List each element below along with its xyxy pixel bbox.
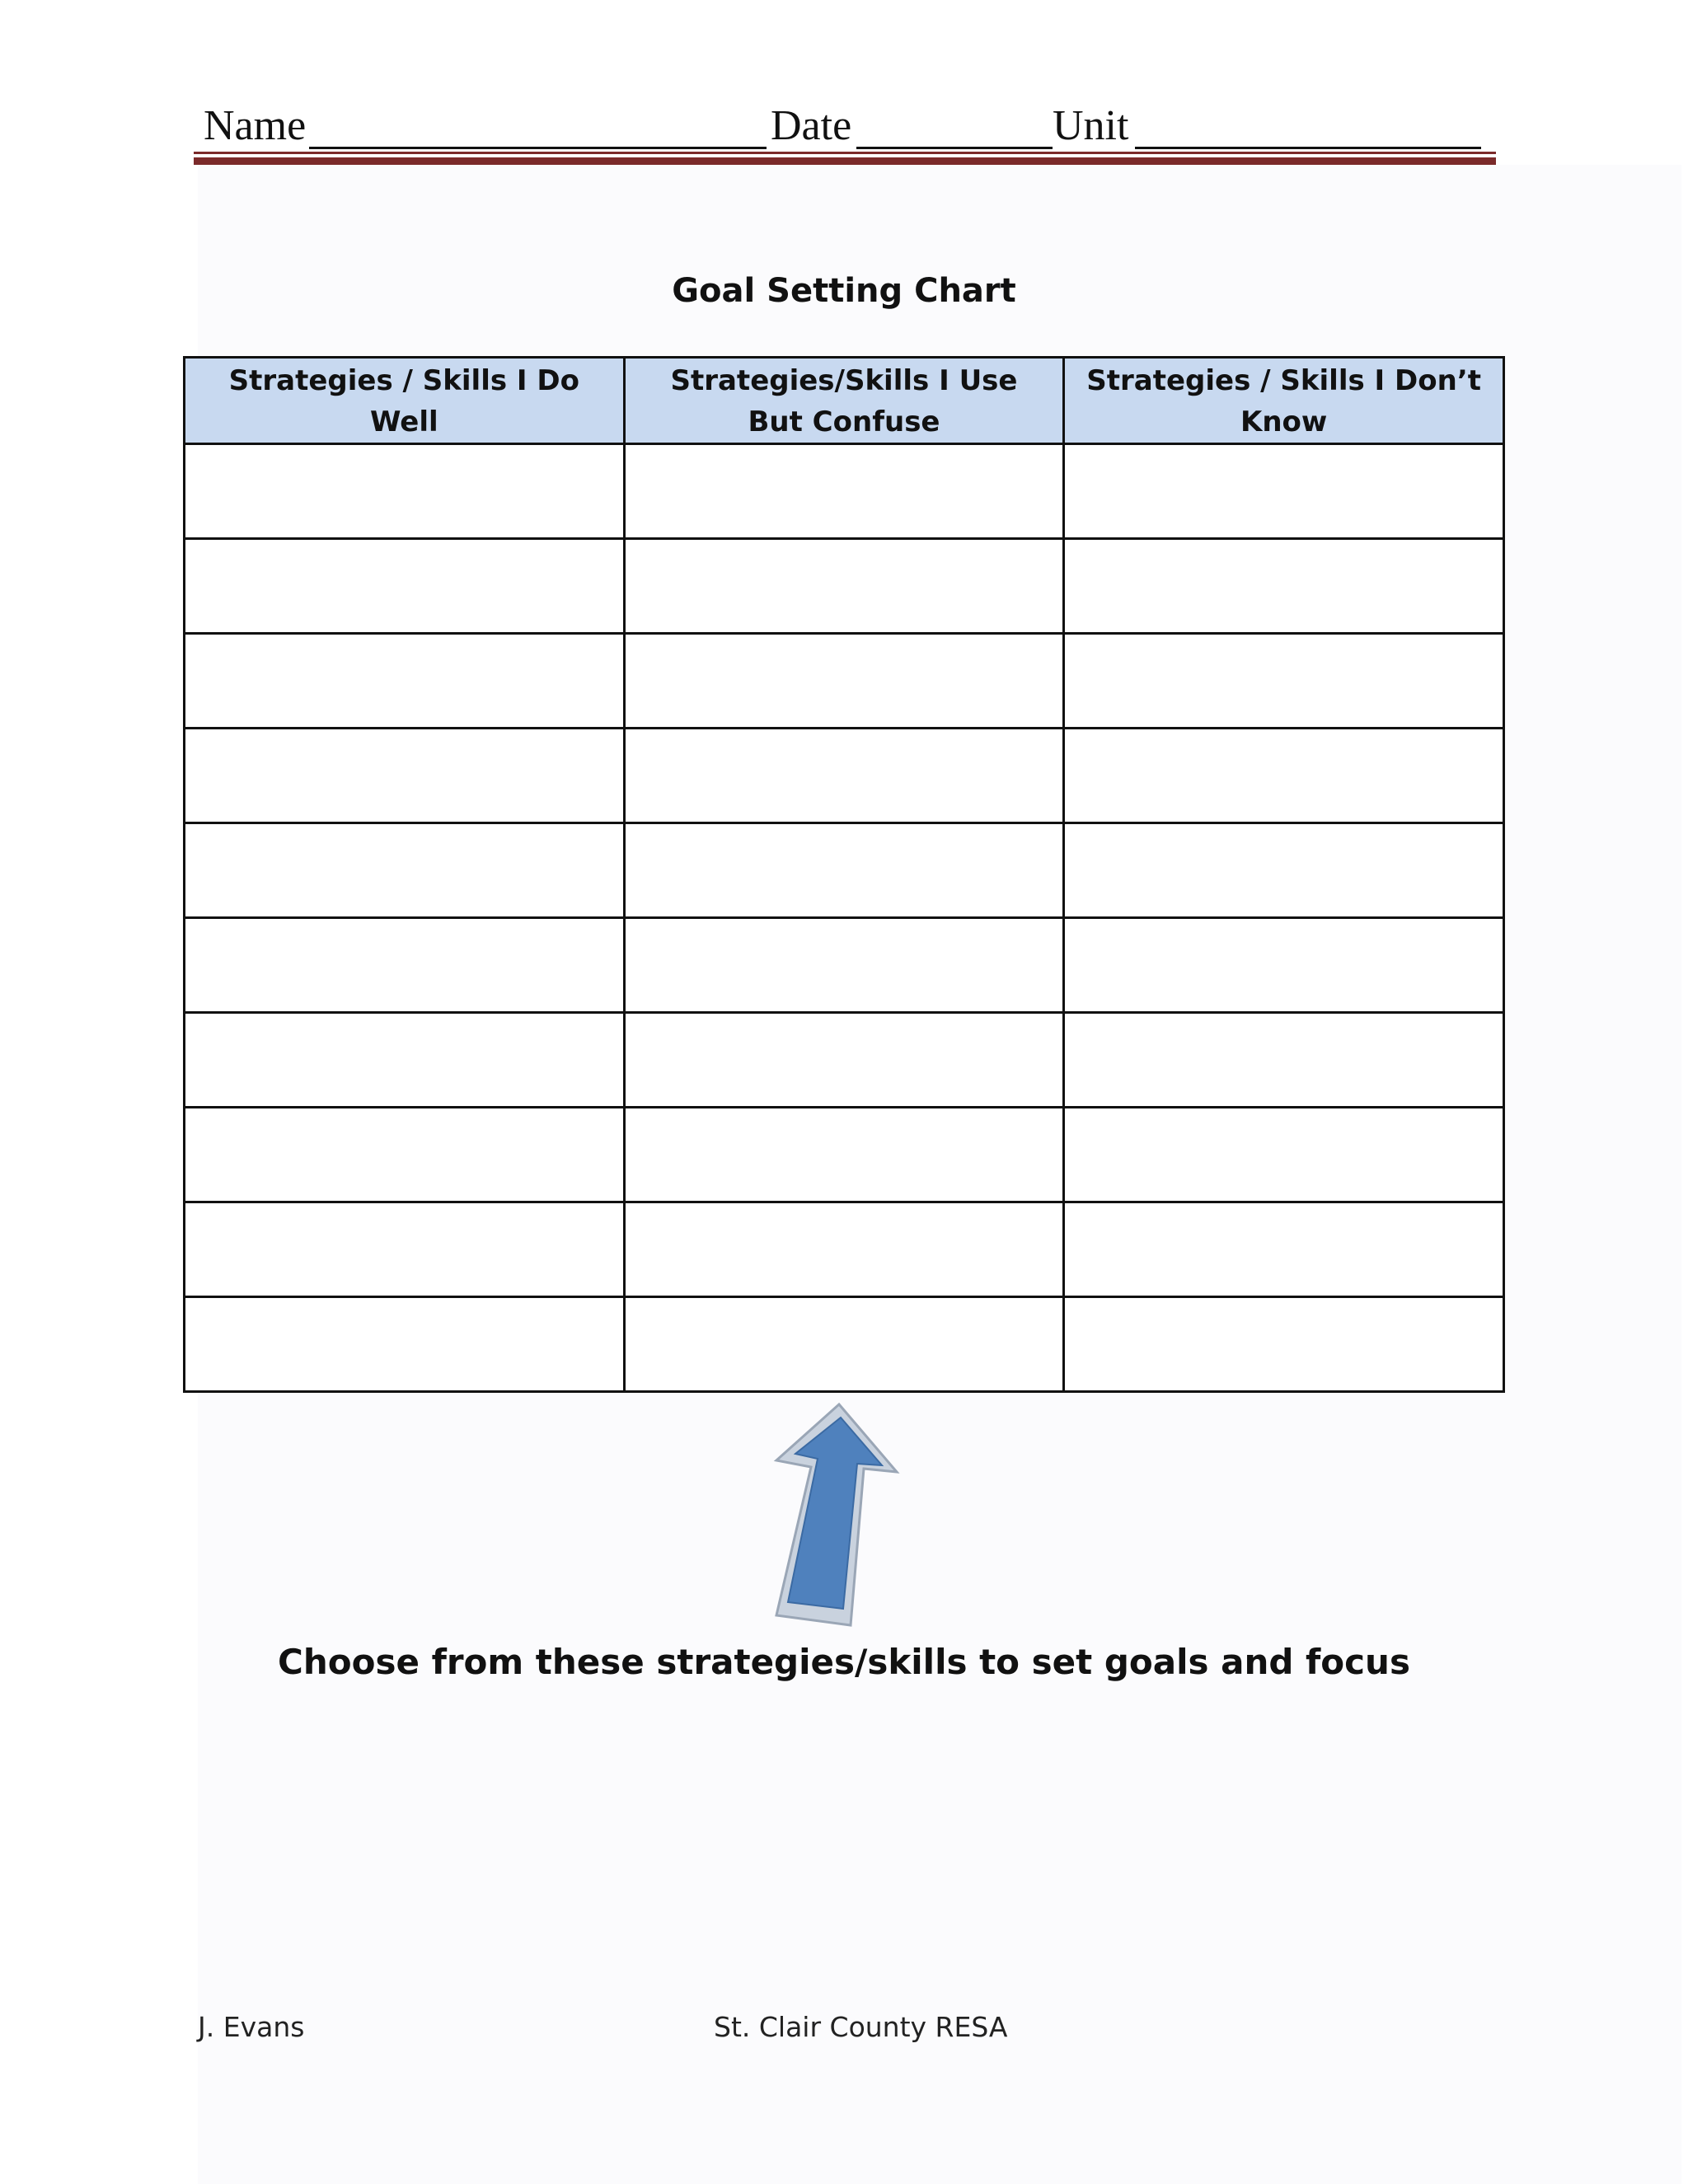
table-cell[interactable] — [1064, 539, 1504, 634]
date-blank-line[interactable] — [856, 97, 1053, 149]
table-cell[interactable] — [185, 823, 625, 918]
table-cell[interactable] — [1064, 444, 1504, 539]
table-cell[interactable] — [185, 918, 625, 1013]
table-cell[interactable] — [185, 1013, 625, 1108]
table-cell[interactable] — [624, 918, 1064, 1013]
table-cell[interactable] — [1064, 1108, 1504, 1202]
table-cell[interactable] — [185, 444, 625, 539]
table-cell[interactable] — [624, 1297, 1064, 1392]
table-row — [185, 823, 1504, 918]
date-label: Date — [771, 102, 852, 149]
table-row — [185, 1202, 1504, 1297]
name-label: Name — [204, 102, 307, 149]
table-cell[interactable] — [185, 1297, 625, 1392]
table-cell[interactable] — [1064, 729, 1504, 823]
unit-blank-line[interactable] — [1135, 97, 1481, 149]
table-cell[interactable] — [185, 1202, 625, 1297]
page-title: Goal Setting Chart — [672, 272, 1016, 310]
up-arrow-icon — [758, 1393, 907, 1640]
table-cell[interactable] — [185, 1108, 625, 1202]
table-cell[interactable] — [1064, 918, 1504, 1013]
table-cell[interactable] — [624, 1108, 1064, 1202]
header-divider-thin — [194, 152, 1496, 154]
table-row — [185, 1108, 1504, 1202]
unit-label: Unit — [1053, 102, 1129, 149]
table-row — [185, 918, 1504, 1013]
table-cell[interactable] — [624, 1013, 1064, 1108]
table-cell[interactable] — [185, 634, 625, 729]
table-row — [185, 1297, 1504, 1392]
table-row — [185, 444, 1504, 539]
table-row — [185, 729, 1504, 823]
table-cell[interactable] — [1064, 1202, 1504, 1297]
column-header-dont-know: Strategies / Skills I Don’t Know — [1064, 358, 1504, 444]
table-cell[interactable] — [624, 1202, 1064, 1297]
table-row — [185, 539, 1504, 634]
table-cell[interactable] — [1064, 634, 1504, 729]
table-cell[interactable] — [1064, 1297, 1504, 1392]
table-row — [185, 634, 1504, 729]
table-header-row — [185, 358, 1504, 444]
table-cell[interactable] — [1064, 823, 1504, 918]
table-cell[interactable] — [624, 729, 1064, 823]
table-cell[interactable] — [624, 444, 1064, 539]
name-blank-line[interactable] — [309, 97, 767, 149]
footer-organization: St. Clair County RESA — [714, 2011, 1008, 2043]
goal-setting-table — [183, 356, 1505, 1393]
table-cell[interactable] — [185, 729, 625, 823]
footer-author: J. Evans — [198, 2011, 305, 2043]
column-header-do-well: Strategies / Skills I Do Well — [185, 358, 625, 444]
table-row — [185, 1013, 1504, 1108]
column-header-use-but-confuse: Strategies/Skills I Use But Confuse — [624, 358, 1064, 444]
table-cell[interactable] — [624, 634, 1064, 729]
table-cell[interactable] — [624, 823, 1064, 918]
table-cell[interactable] — [1064, 1013, 1504, 1108]
table-cell[interactable] — [624, 539, 1064, 634]
table-cell[interactable] — [185, 539, 625, 634]
header-divider-thick — [194, 157, 1496, 165]
instruction-caption: Choose from these strategies/skills to set goals and focus — [278, 1642, 1410, 1682]
student-info-header — [204, 97, 1486, 155]
